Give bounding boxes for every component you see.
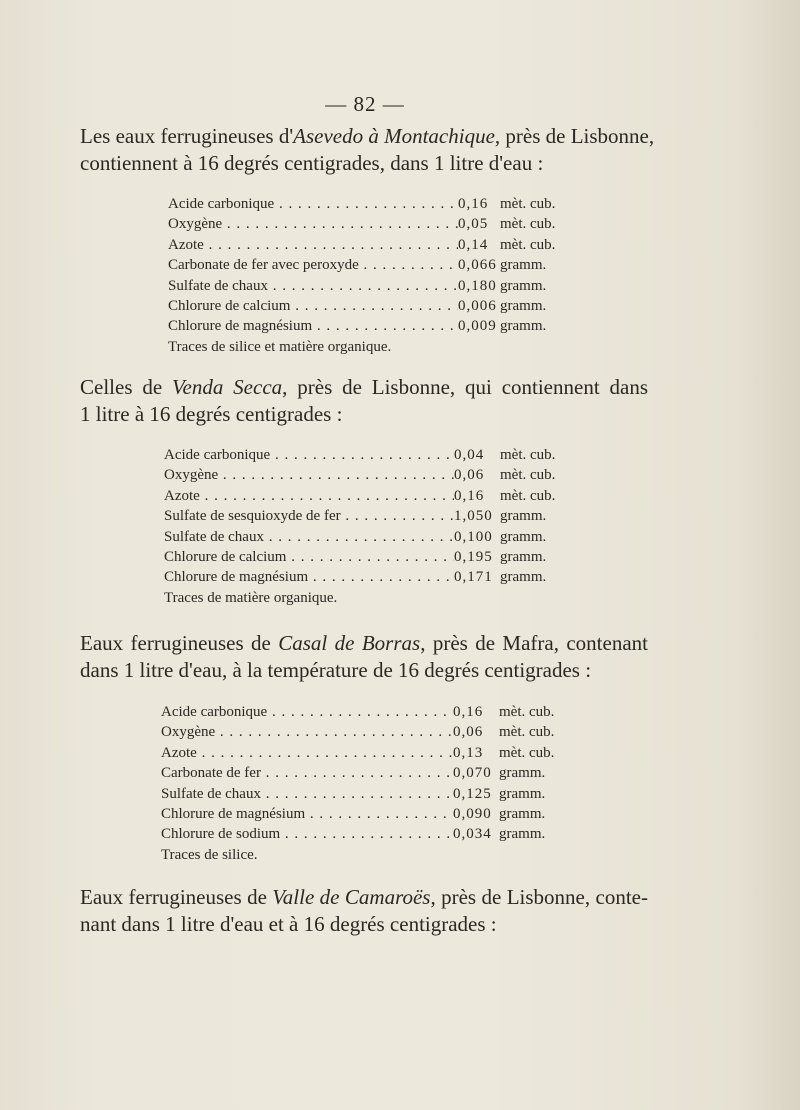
table-row — [164, 567, 555, 587]
compound-name: Oxygène . . . — [161, 722, 453, 742]
section-3-intro — [80, 630, 648, 684]
section-3-table — [161, 702, 554, 865]
intro-line: contiennent à 16 degrés centigrades, dans 1 litre d'eau : — [80, 151, 544, 175]
table-row — [164, 445, 555, 465]
table-row — [168, 194, 555, 214]
table-row — [161, 824, 554, 844]
table-row — [164, 465, 555, 485]
intro-line: Eaux ferrugineuses de Valle de Camaroës, près de Lisbonne, conte- — [80, 885, 648, 909]
trace-note: Traces de silice et matière organique. — [168, 338, 392, 355]
compound-value: 0,13 — [453, 744, 484, 761]
table-row — [164, 506, 555, 526]
compound-name: Azote . . . — [164, 486, 454, 506]
compound-unit: mèt. cub. — [500, 467, 556, 484]
compound-unit: gramm. — [500, 508, 547, 525]
section-1-table — [168, 194, 555, 357]
table-row — [161, 702, 554, 722]
compound-value: 0,195 — [454, 549, 493, 566]
compound-value: 0,070 — [453, 765, 492, 782]
compound-name: Oxygène . . . — [164, 465, 454, 485]
compound-unit: gramm. — [500, 257, 547, 274]
compound-value: 0,171 — [454, 569, 493, 586]
table-row — [161, 763, 554, 783]
table-row — [168, 214, 555, 234]
compound-unit: mèt. cub. — [500, 487, 556, 504]
compound-unit: mèt. cub. — [500, 447, 556, 463]
compound-name: Azote . . . — [168, 235, 458, 255]
section-2-intro — [80, 374, 648, 428]
table-row — [161, 722, 554, 742]
compound-unit: mèt. cub. — [500, 196, 556, 212]
compound-unit: gramm. — [500, 549, 547, 566]
intro-line: nant dans 1 litre d'eau et à 16 degrés centigrades : — [80, 912, 497, 936]
compound-value: 0,090 — [453, 806, 492, 823]
intro-line: Eaux ferrugineuses de Casal de Borras, près de Mafra, contenant — [80, 631, 648, 655]
table-row — [168, 235, 555, 255]
compound-value: 0,04 — [454, 447, 485, 463]
compound-name: Acide carbonique . . . — [168, 194, 458, 214]
compound-unit: gramm. — [499, 806, 546, 823]
compound-value: 0,06 — [454, 467, 485, 484]
compound-value: 0,125 — [453, 785, 492, 802]
compound-name: Azote . . . — [161, 743, 453, 763]
compound-value: 0,16 — [453, 704, 484, 720]
table-row — [164, 547, 555, 567]
compound-value: 1,050 — [454, 508, 493, 525]
place-name: Asevedo à Montachique — [293, 124, 495, 148]
table-row — [168, 316, 555, 336]
trace-note: Traces de matière organique. — [164, 589, 338, 606]
place-name: Valle de Camaroës — [272, 885, 431, 909]
place-name: Venda Secca — [172, 375, 283, 399]
compound-name: Sulfate de sesquioxyde de fer . . . — [164, 506, 454, 526]
compound-value: 0,05 — [458, 216, 489, 233]
intro-line: Celles de Venda Secca, près de Lisbonne, qui contiennent dans — [80, 375, 648, 399]
compound-unit: gramm. — [500, 298, 547, 315]
compound-name: Carbonate de fer avec peroxyde . . . — [168, 255, 458, 275]
compound-unit: gramm. — [500, 318, 547, 335]
compound-name: Chlorure de calcium . . . — [164, 547, 454, 567]
trace-note: Traces de silice. — [161, 846, 258, 863]
table-row — [164, 486, 555, 506]
compound-value: 0,006 — [458, 298, 497, 315]
page-number: — 82 — — [325, 92, 405, 116]
compound-unit: mèt. cub. — [500, 216, 556, 233]
compound-name: Sulfate de chaux . . . — [164, 527, 454, 547]
compound-unit: mèt. cub. — [499, 744, 555, 761]
table-row — [161, 784, 554, 804]
compound-name: Chlorure de magnésium . . . — [161, 804, 453, 824]
compound-value: 0,100 — [454, 528, 493, 545]
intro-line: Les eaux ferrugineuses d'Asevedo à Montachique, près de Lisbonne, — [80, 124, 655, 148]
compound-unit: mèt. cub. — [499, 704, 555, 720]
table-row — [168, 296, 555, 316]
compound-name: Oxygène . . . — [168, 214, 458, 234]
compound-unit: gramm. — [500, 528, 547, 545]
compound-value: 0,06 — [453, 724, 484, 741]
compound-unit: gramm. — [499, 826, 546, 843]
intro-line: dans 1 litre d'eau, à la température de 16 degrés centigrades : — [80, 658, 592, 682]
compound-name: Chlorure de calcium . . . — [168, 296, 458, 316]
compound-name: Chlorure de magnésium . . . — [164, 567, 454, 587]
compound-name: Chlorure de magnésium . . . — [168, 316, 458, 336]
compound-value: 0,14 — [458, 236, 489, 253]
compound-value: 0,16 — [458, 196, 489, 212]
table-row — [168, 276, 555, 296]
section-1-intro — [80, 123, 655, 177]
compound-name: Chlorure de sodium . . . — [161, 824, 453, 844]
compound-unit: mèt. cub. — [499, 724, 555, 741]
compound-value: 0,16 — [454, 487, 485, 504]
intro-line: 1 litre à 16 degrés centigrades : — [80, 402, 343, 426]
place-name: Casal de Borras — [278, 631, 421, 655]
table-row — [168, 255, 555, 275]
table-row — [161, 804, 554, 824]
compound-name: Sulfate de chaux . . . — [168, 276, 458, 296]
table-row — [164, 527, 555, 547]
compound-unit: gramm. — [500, 277, 547, 294]
compound-unit: mèt. cub. — [500, 236, 556, 253]
compound-value: 0,066 — [458, 257, 497, 274]
compound-unit: gramm. — [499, 785, 546, 802]
compound-unit: gramm. — [499, 765, 546, 782]
compound-value: 0,009 — [458, 318, 497, 335]
compound-value: 0,180 — [458, 277, 497, 294]
compound-value: 0,034 — [453, 826, 492, 843]
section-2-table — [164, 445, 555, 608]
compound-name: Acide carbonique . . . — [164, 445, 454, 465]
table-row — [161, 743, 554, 763]
compound-unit: gramm. — [500, 569, 547, 586]
compound-name: Acide carbonique . . . — [161, 702, 453, 722]
compound-name: Carbonate de fer . . . — [161, 763, 453, 783]
compound-name: Sulfate de chaux . . . — [161, 784, 453, 804]
section-4-intro — [80, 884, 648, 938]
